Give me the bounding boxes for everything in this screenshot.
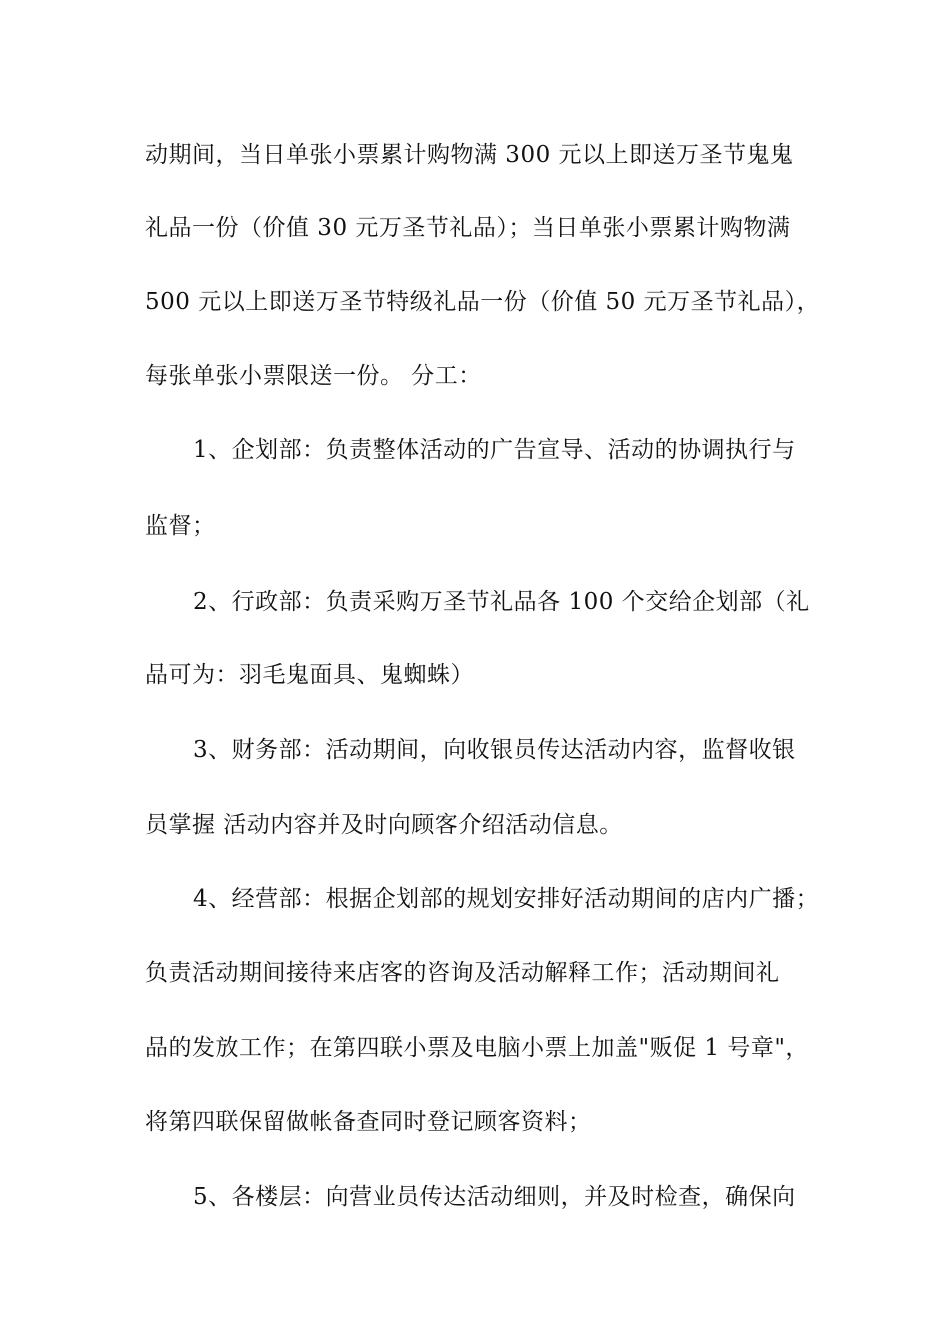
text-line: 负责活动期间接待来店客的咨询及活动解释工作；活动期间礼	[145, 960, 780, 986]
list-item-3: 3、财务部：活动期间，向收银员传达活动内容，监督收银	[193, 737, 796, 763]
text-line: 礼品一份（价值 30 元万圣节礼品）；当日单张小票累计购物满	[145, 215, 791, 241]
list-item-2: 2、行政部：负责采购万圣节礼品各 100 个交给企划部（礼	[193, 589, 810, 615]
text-line: 500 元以上即送万圣节特级礼品一份（价值 50 元万圣节礼品），	[145, 289, 821, 315]
text-line: 监督；	[145, 513, 216, 539]
list-item-4: 4、经营部：根据企划部的规划安排好活动期间的店内广播；	[193, 886, 820, 912]
text-line: 将第四联保留做帐备查同时登记顾客资料；	[145, 1109, 592, 1135]
text-line: 每张单张小票限送一份。 分工：	[145, 363, 482, 389]
list-item-5: 5、各楼层：向营业员传达活动细则，并及时检查，确保向	[193, 1184, 796, 1210]
text-line: 员掌握 活动内容并及时向顾客介绍活动信息。	[145, 812, 623, 838]
list-item-1: 1、企划部：负责整体活动的广告宣导、活动的协调执行与	[193, 437, 796, 463]
text-line: 品可为：羽毛鬼面具、鬼蜘蛛）	[145, 662, 474, 688]
text-line: 品的发放工作；在第四联小票及电脑小票上加盖"贩促 1 号章"，	[145, 1035, 809, 1061]
text-line: 动期间，当日单张小票累计购物满 300 元以上即送万圣节鬼鬼	[145, 142, 794, 168]
